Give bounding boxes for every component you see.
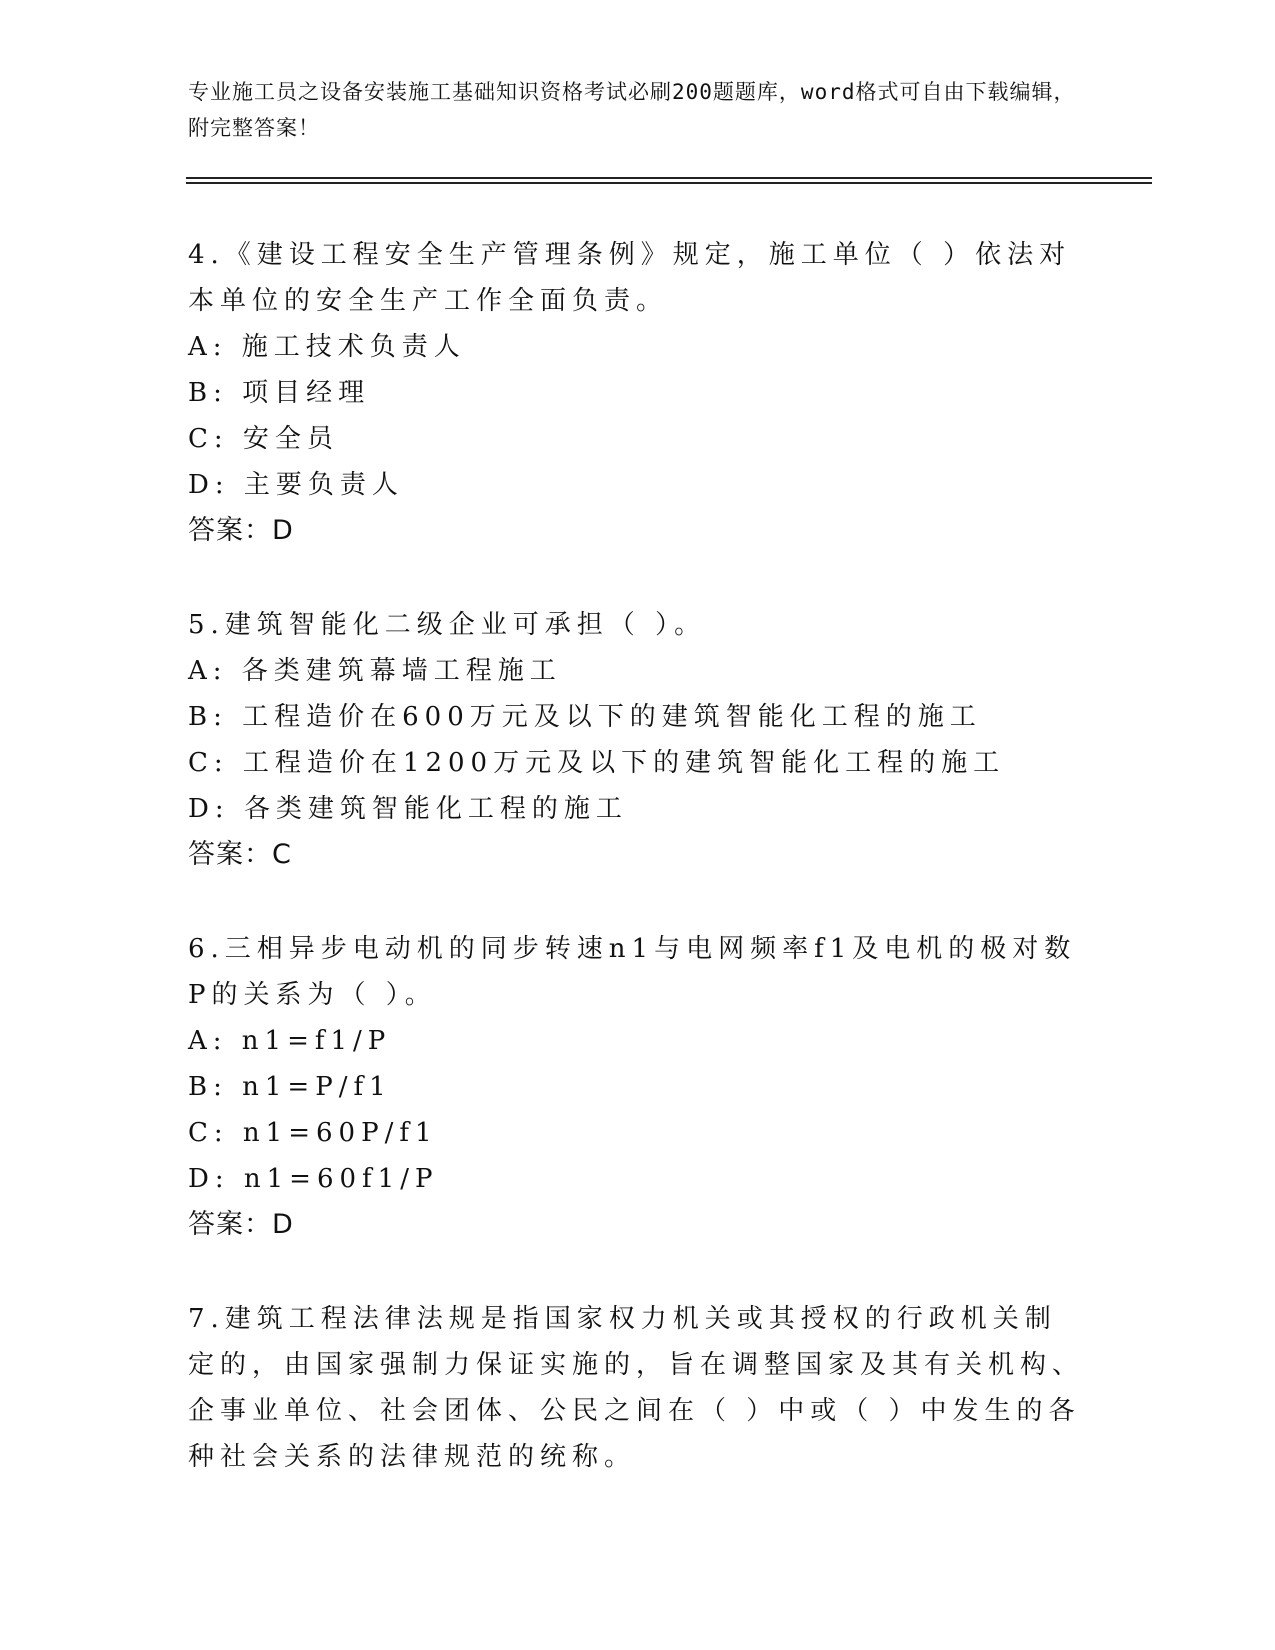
header-divider-bottom — [186, 182, 1152, 184]
question-answer: 答案：C — [188, 839, 292, 870]
option-b: B: 工程造价在600万元及以下的建筑智能化工程的施工 — [188, 702, 982, 732]
question-5 — [188, 602, 1088, 878]
header-divider-top — [186, 177, 1152, 179]
option-d: D: 各类建筑智能化工程的施工 — [188, 794, 628, 824]
option-c: C: 安全员 — [188, 424, 339, 454]
question-4 — [188, 232, 1088, 554]
question-answer: 答案：D — [188, 515, 294, 546]
question-list — [188, 232, 1088, 1528]
question-stem: 4.《建设工程安全生产管理条例》规定，施工单位（ ）依法对本单位的安全生产工作全面负责。 — [188, 240, 1072, 316]
question-6 — [188, 926, 1088, 1248]
document-header: 专业施工员之设备安装施工基础知识资格考试必刷200题题库，word格式可自由下载编辑，附完整答案！ — [188, 80, 1076, 140]
question-stem: 7.建筑工程法律法规是指国家权力机关或其授权的行政机关制定的，由国家强制力保证实施的，旨在调整国家及其有关机构、企事业单位、社会团体、公民之间在（ ）中或（ ）中发生的各种社会关系的法律规范的统称。 — [188, 1304, 1085, 1472]
option-a: A: 施工技术负责人 — [188, 332, 466, 362]
option-b: B: n1=P/f1 — [188, 1072, 392, 1102]
option-c: C: n1=60P/f1 — [188, 1118, 438, 1148]
option-c: C: 工程造价在1200万元及以下的建筑智能化工程的施工 — [188, 748, 1006, 778]
question-7 — [188, 1296, 1088, 1480]
option-b: B: 项目经理 — [188, 378, 371, 408]
question-stem: 6.三相异步电动机的同步转速n1与电网频率f1及电机的极对数P的关系为（ ）。 — [188, 934, 1077, 1010]
question-answer: 答案：D — [188, 1209, 294, 1240]
option-d: D: 主要负责人 — [188, 470, 404, 500]
option-a: A: n1=f1/P — [188, 1026, 392, 1056]
option-d: D: n1=60f1/P — [188, 1164, 439, 1194]
question-stem: 5.建筑智能化二级企业可承担（ ）。 — [188, 610, 707, 640]
option-a: A: 各类建筑幕墙工程施工 — [188, 656, 562, 686]
